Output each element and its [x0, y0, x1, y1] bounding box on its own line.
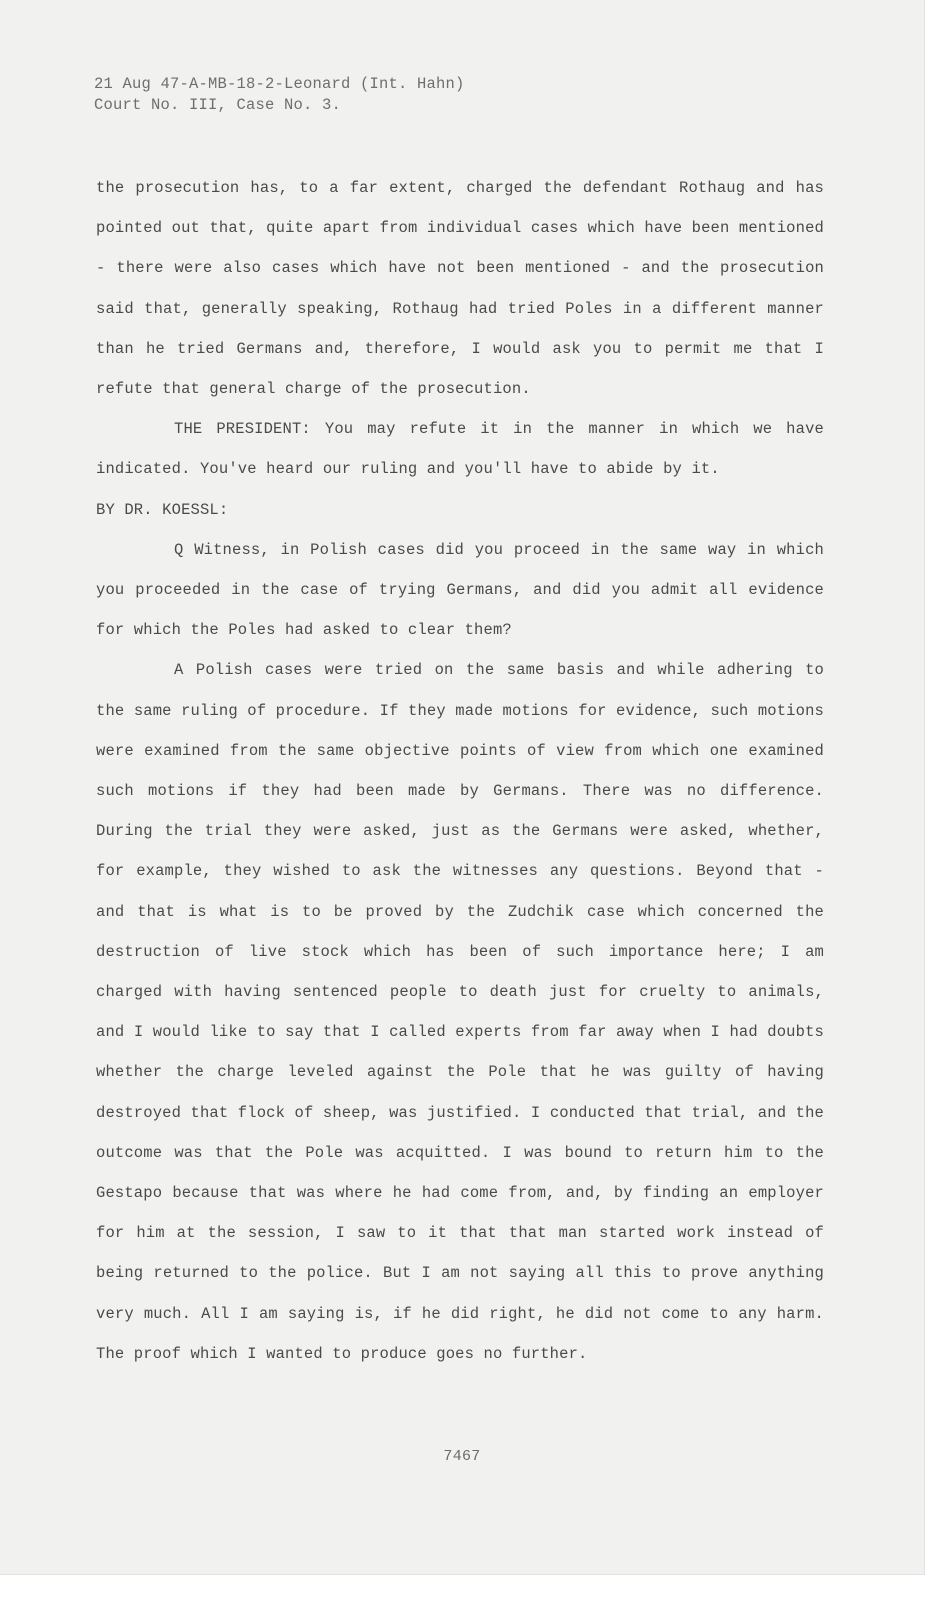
paragraph-answer: A Polish cases were tried on the same basis and while adhering to the same ruling of procedure. If they made motions for evidence, such motions were examined from the same objective points of view from which one examined such motions if they had been made by Germans. There was no difference. During the trial they were asked, just as the Germans were asked, whether, for example, they wished to ask the witnesses any questions. Beyond that - and that is what is to be proved by the Zudchik case which concerned the destruction of live stock which has been of such importance here; I am charged with having sentenced people to death just for cruelty to animals, and I would like to say that I called experts from far away when I had doubts whether the charge leveled against the Pole that he was guilty of having destroyed that flock of sheep, was justified. I conducted that trial, and the outcome was that the Pole was acquitted. I was bound to return him to the Gestapo because that was where he had come from, and, by finding an employer for him at the session, I saw to it that that man started work instead of being returned to the police. But I am not saying all this to prove anything very much. All I am saying is, if he did right, he did not come to any harm. The proof which I wanted to produce goes no further.: [96, 661, 824, 1363]
header-line-date-reporter: 21 Aug 47-A-MB-18-2-Leonard (Int. Hahn): [94, 75, 465, 93]
transcript-body: [96, 168, 824, 1374]
paragraph-continuation: the prosecution has, to a far extent, charged the defendant Rothaug and has pointed out that, quite apart from individual cases which have been mentioned - there were also cases which have not been mentioned - and the prosecution said that, generally speaking, Rothaug had tried Poles in a different manner than he tried Germans and, therefore, I would ask you to permit me that I refute that general charge of the prosecution.: [96, 179, 824, 399]
document-header: [94, 74, 465, 116]
paragraph-examiner-label: BY DR. KOESSL:: [96, 500, 229, 519]
page-number: 7467: [443, 1448, 481, 1465]
header-line-court-case: Court No. III, Case No. 3.: [94, 96, 342, 114]
paragraph-question: Q Witness, in Polish cases did you proceed in the same way in which you proceeded in the case of trying Germans, and did you admit all evidence for which the Poles had asked to clear them?: [96, 540, 824, 640]
paragraph-president-statement: THE PRESIDENT: You may refute it in the manner in which we have indicated. You've heard our ruling and you'll have to abide by it.: [96, 420, 824, 479]
